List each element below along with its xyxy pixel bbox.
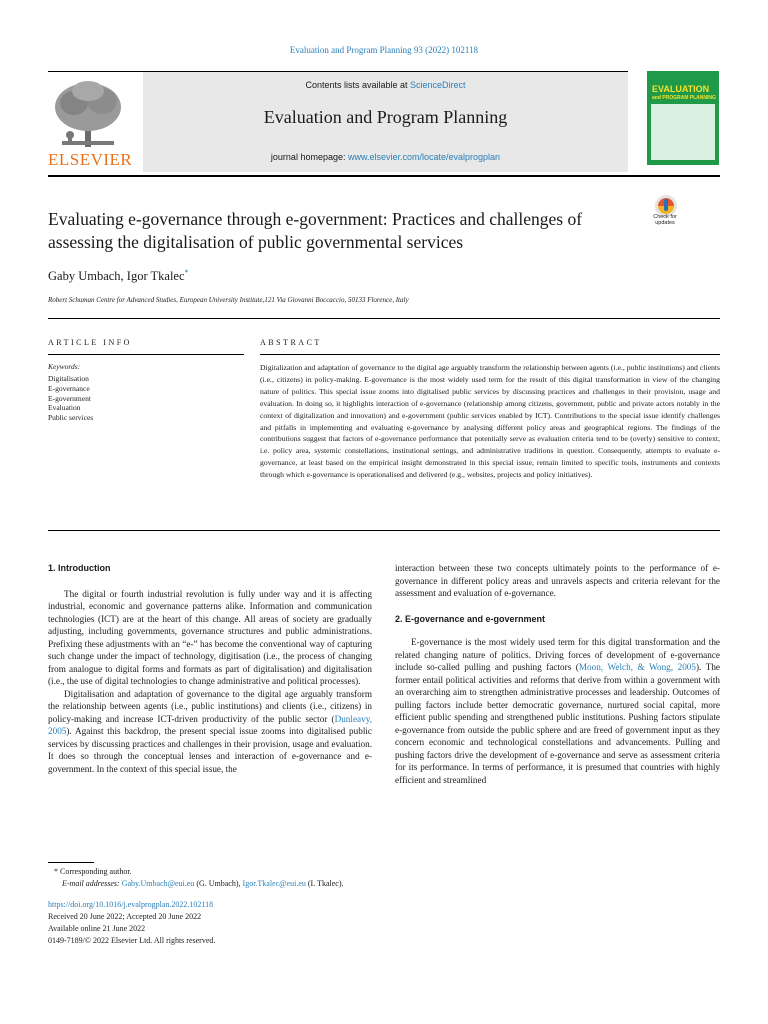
journal-title: Evaluation and Program Planning [263,107,508,127]
keyword: E-governance [48,383,90,393]
keyword: Evaluation [48,403,81,413]
copyright: 0149-7189/© 2022 Elsevier Ltd. All rights reserved. [48,936,216,945]
email-link[interactable]: Igor.Tkalec@eui.eu [242,879,306,888]
journal-homepage-link[interactable]: www.elsevier.com/locate/evalprogplan [347,152,501,162]
email-addresses [62,878,343,889]
sciencedirect-link[interactable]: ScienceDirect [410,80,466,90]
keyword: Public services [48,413,94,423]
keywords-label: Keywords: [48,362,81,371]
section-1-heading: 1. Introduction [48,563,111,573]
keyword: E-government [48,393,91,403]
citation-link[interactable]: Moon, Welch, & Wong, 2005 [578,662,696,672]
check-for-updates-label[interactable]: Check for updates [653,214,677,226]
journal-citation[interactable]: Evaluation and Program Planning 93 (2022) 102118 [289,45,479,55]
keyword: Digitalisation [48,374,89,383]
affiliation: Robert Schuman Centre for Advanced Studies, European University Institute,121 Via Giovanni Boccaccio, 50133 Florence, Italy [48,296,409,304]
article-info-heading: ARTICLE INFO [48,338,132,347]
contents-prefix: Contents lists available at [305,80,411,90]
article-title: Evaluating e-governance through e-government: Practices and challenges of assessing the digitalisation of public governmental services [48,209,583,252]
author-list [48,268,189,284]
online-date: Available online 21 June 2022 [48,924,146,933]
citation-link[interactable]: Dunleavy, 2005 [48,713,372,736]
homepage-prefix: journal homepage: [270,152,348,162]
article-info-rule [48,354,244,355]
body-column-left [48,562,372,775]
paragraph-text: Digitalisation and adaptation of governance to the digital age arguably transform the relationship between agents (i.e., public institutions) and clients (i.e., citizens) in policy-making and increase ICT-driven productivity of the public sector ( [48,688,372,724]
homepage-line [143,152,628,162]
authors-text: Gaby Umbach, Igor Tkalec [48,269,185,284]
received-dates: Received 20 June 2022; Accepted 20 June 2022 [48,912,202,921]
section-2-heading: 2. E-governance and e-government [395,613,546,624]
keywords-list [48,374,93,423]
cover-subtitle: and PROGRAM PLANNING [652,95,716,101]
masthead-bottom-rule [48,175,720,177]
abstract-rule [260,354,720,355]
paragraph-text: E-governance is the most widely used term for this digital transformation and the related changing nature of politics. Driving forces of development of e-governance include so-called pulling and pushing factors ( [395,637,720,672]
email-label: E-mail addresses: [62,879,120,888]
email-link[interactable]: Gaby.Umbach@eui.eu [121,879,195,888]
check-for-updates-icon[interactable] [646,192,686,232]
section-1-paragraph-1: The digital or fourth industrial revolution is fully under way and it is affecting industrial, economic and governance patterns alike. Information and communication technologies (ICT) are at the heart of this change. All areas of society are gradually adjusting, including governments, governance structures and public administrations. Prefixing these adjustments with an “e-” has become the conventional way of capturing such change under the impact of technology, digitisation (i.e., the process of changing from analogue to digital forms and formats as part of digitalisation) and digitalisation (i.e., the use of digital technologies to change administrative and political processes). [48,588,372,686]
corresponding-author-note: * Corresponding author. [54,867,132,876]
corresponding-author-mark[interactable]: * [184,268,189,277]
footnote-rule [48,862,94,863]
paragraph-text: ). The former entail political activities and reforms that derive from within a government with an overarching aim to strengthen administrative processes and leadership. Outcomes of pulling factors include better democratic governance, nurtured social capital, more efficient public spending and strengthened public institutions. Pushing factors stipulate e-governance from outside the public sphere and are freed of government input as they concern economic and technological constellations and advancements. Pulling and pushing factors drive the development of e-governance and serve as assessment criteria for its performance. In terms of performance, it is presumed that countries with highly efficient and streamlined [395,662,720,785]
elsevier-wordmark: ELSEVIER [48,150,133,169]
abstract-heading: ABSTRACT [260,338,322,347]
cover-panel [651,104,715,160]
title-rule [48,318,720,319]
abstract-bottom-rule [48,530,720,531]
section-2-paragraph-1 [395,636,720,786]
section-1-paragraph-continued: interaction between these two concepts ultimately points to the performance of e-governance in different policy areas and unravels aspects and criteria relevant for the assessment and evaluation of e-governance. [395,563,720,598]
doi-link[interactable]: https://doi.org/10.1016/j.evalprogplan.2022.102118 [48,900,214,909]
abstract-text: Digitalization and adaptation of governance to the digital age arguably transform the relationship between agents (i.e., public institutions) and clients (i.e., citizens) in policy-making. E-governance is the most widely used term for the result of this digital transformation in view of the changing nature of politics. This special issue zooms into digitalised public services by discussing practices and challenges in their provision, usage and evaluation. In doing so, it highlights interaction of e-governance (relationship among citizens, government, public and private actors notably in the context of digitalization and innovation) and e-government (public services enabled by ICT). Contributions to the special issue identify challenges and pitfalls in implementing and evaluating e-governance by analysing different policy areas and geographical regions. The findings of the contributions suggest that factors of e-governance performance that potentially serve as evaluation criteria tend to be (overly) sensitive to context, i.e. policy area, systemic constellations, institutional settings, and administrative traditions in question. Consequently, attempts to evaluate e-governance, at least based on the empirical insight demonstrated in this special issue, remain limited to specific tools, instruments and contexts through which e-governance is operationalised and delivered (e.g., websites, projects and policy initiatives). [260,363,720,480]
section-1-paragraph-2 [48,688,372,776]
contents-line [143,80,628,90]
email-owner: (I. Tkalec). [305,879,344,888]
cover-title: EVALUATION [652,84,710,94]
email-owner: (G. Umbach), [194,879,243,888]
body-column-right [395,562,720,786]
paragraph-text: ). Against this backdrop, the present special issue zooms into digitalised public services by discussing practices and challenges in their provision, usage and evaluation. It does so through the conceptual lenses and interaction of e-governance and e-government. In the context of this special issue, the [48,726,372,774]
